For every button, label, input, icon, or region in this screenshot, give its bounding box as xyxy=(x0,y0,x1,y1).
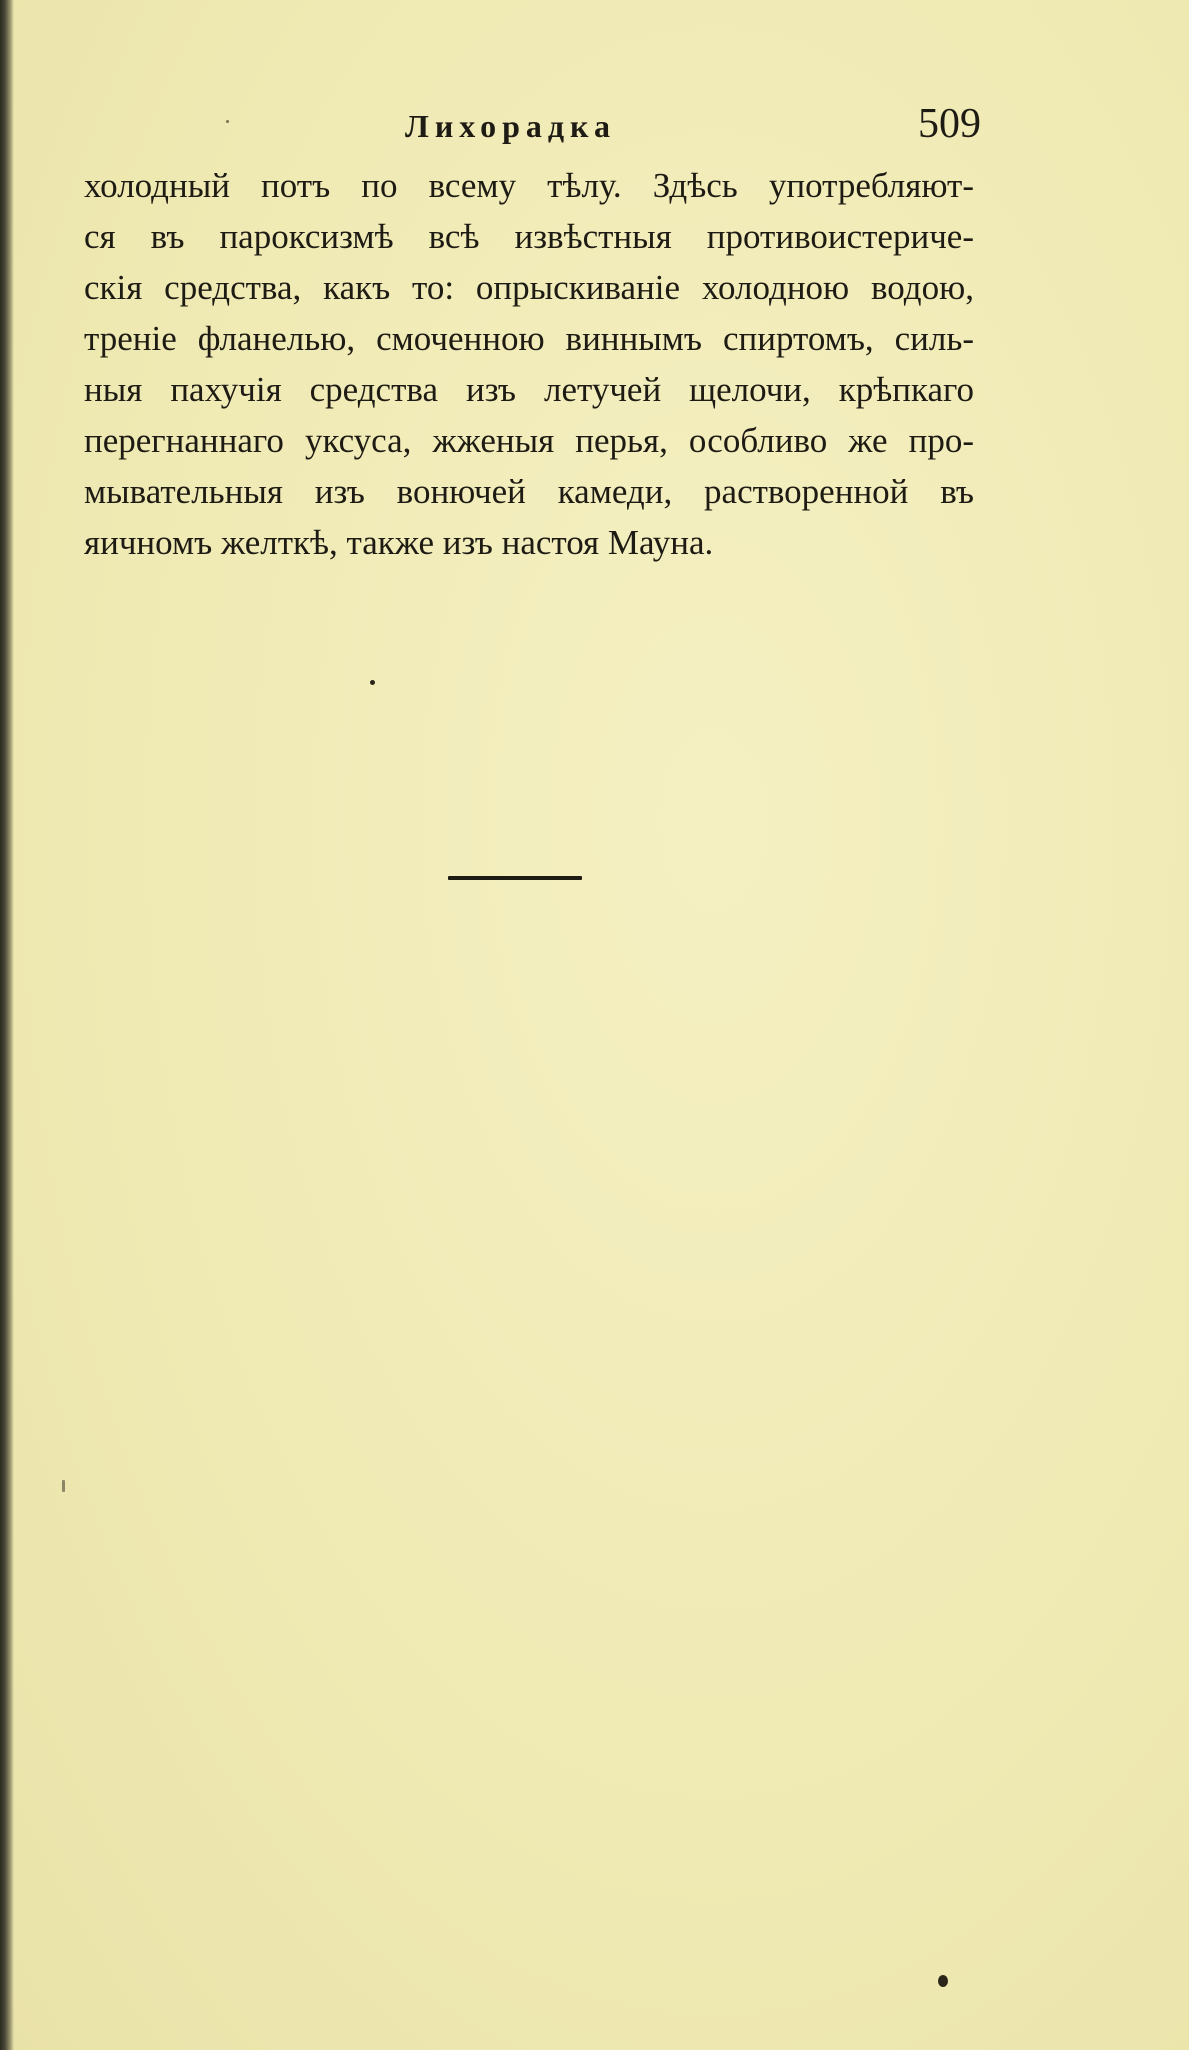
text-line: мывательныя изъ вонючей камеди, растворенной въ xyxy=(84,472,974,511)
ink-speck xyxy=(226,120,229,123)
text-line: ся въ пароксизмѣ всѣ извѣстныя противоистериче- xyxy=(84,217,974,256)
ink-speck xyxy=(370,680,375,685)
section-separator-rule xyxy=(448,876,582,880)
text-line: скія средства, какъ то: опрыскиванiе холодною водою, xyxy=(84,268,974,307)
spine-shadow xyxy=(0,0,14,2050)
body-text xyxy=(84,160,974,568)
ink-speck xyxy=(62,1480,65,1492)
page-number: 509 xyxy=(918,101,981,147)
running-title: Лихорадка xyxy=(405,108,616,144)
text-line: ныя пахучiя средства изъ летучей щелочи, крѣпкаго xyxy=(84,370,974,409)
text-line: перегнаннаго уксуса, жженыя перья, особливо же про- xyxy=(84,421,974,460)
text-line: холодный потъ по всему тѣлу. Здѣсь употребляют- xyxy=(84,166,974,205)
text-line: тренiе фланелью, смоченною виннымъ спиртомъ, силь- xyxy=(84,319,974,358)
ink-speck xyxy=(938,1975,948,1987)
text-line: яичномъ желткѣ, также изъ настоя Мауна. xyxy=(84,523,714,562)
